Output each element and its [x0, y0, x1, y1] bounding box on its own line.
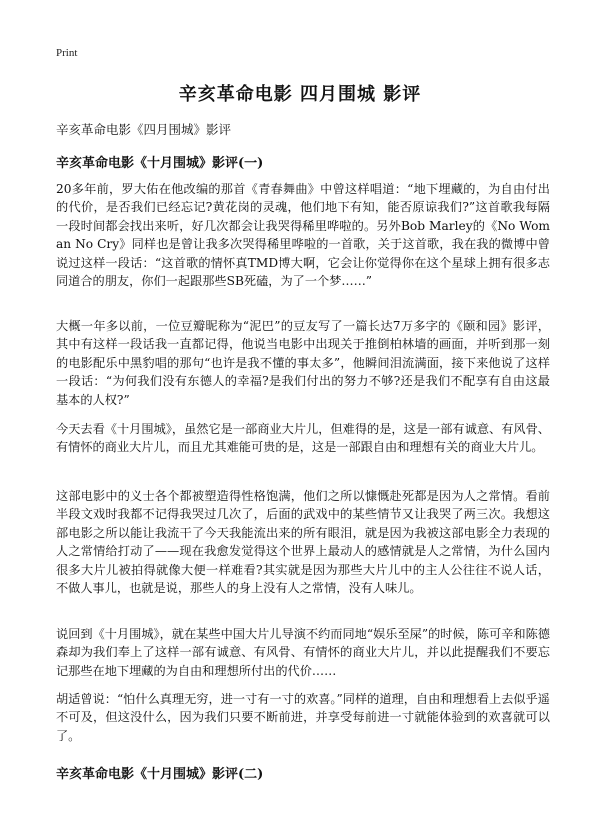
paragraph: 这部电影中的义士各个都被塑造得性格饱满，他们之所以慷慨赴死都是因为人之常情。看前半段文戏时我都不记得我哭过几次了，后面的武戏中的某些情节又让我哭了两三次。我想这部电影之所以能让我流干了今天我能流出来的所有眼泪，就是因为我被这部电影全力表现的人之常情给打动了——现在我愈发觉得这个世界上最动人的感情就是人之常情，为什么国内很多大片儿被拍得就像大便一样难看?其实就是因为那些大片儿中的主人公往往不说人话，不做人事儿，也就是说，那些人的身上没有人之常情，没有人味儿。 — [56, 489, 550, 596]
print-label: Print — [56, 47, 78, 59]
paragraph: 20多年前，罗大佑在他改编的那首《青春舞曲》中曾这样唱道：“地下埋藏的，为自由付出的代价，是否我们已经忘记?黄花岗的灵魂，他们地下有知，能否原谅我们?”这首歌我每隔一段时间都会找出来听，好几次都会让我哭得稀里哗啦的。另外Bob Marley的《No Woman No Cry》同样也是曾让我多次哭得稀里哗啦的一首歌，关于这首歌，我在我的微博中曾说过这样一段话：“这首歌的情怀真TMD博大啊，它会让你觉得你在这个星球上拥有很多志同道合的朋友，你们一起跟那些SB死磕，为了一个梦……” — [56, 182, 550, 289]
paragraph: 大概一年多以前，一位豆瓣昵称为“泥巴”的豆友写了一篇长达7万多字的《颐和园》影评，其中有这样一段话我一直都记得，他说当电影中出现关于推倒柏林墙的画面，并听到那一刻的电影配乐中黑豹唱的那句“也许是我不懂的事太多”，他瞬间泪流满面，接下来他说了这样一段话：“为何我们没有东德人的幸福?是我们付出的努力不够?还是我们不配享有自由这最基本的人权?” — [56, 319, 550, 407]
document-subtitle: 辛亥革命电影《四月围城》影评 — [56, 122, 232, 137]
page-title: 辛亥革命电影 四月围城 影评 — [178, 84, 422, 105]
section-heading-1: 辛亥革命电影《十月围城》影评(一) — [56, 156, 264, 171]
section-heading-2: 辛亥革命电影《十月围城》影评(二) — [56, 767, 264, 782]
paragraph: 今天去看《十月围城》，虽然它是一部商业大片儿，但难得的是，这是一部有诚意、有风骨、有情怀的商业大片儿，而且尤其难能可贵的是，这是一部跟自由和理想有关的商业大片儿。 — [56, 422, 550, 455]
paragraph: 胡适曾说：“怕什么真理无穷，进一寸有一寸的欢喜。”同样的道理，自由和理想看上去似乎遥不可及，但这没什么，因为我们只要不断前进，并享受每前进一寸就能体验到的欢喜就可以了。 — [56, 692, 550, 743]
paragraph: 说回到《十月围城》，就在某些中国大片儿导演不约而同地“娱乐至屎”的时候，陈可辛和陈德森却为我们奉上了这样一部有诚意、有风骨、有情怀的商业大片儿，并以此提醒我们不要忘记那些在地下埋藏的为自由和理想所付出的代价…… — [56, 627, 550, 678]
